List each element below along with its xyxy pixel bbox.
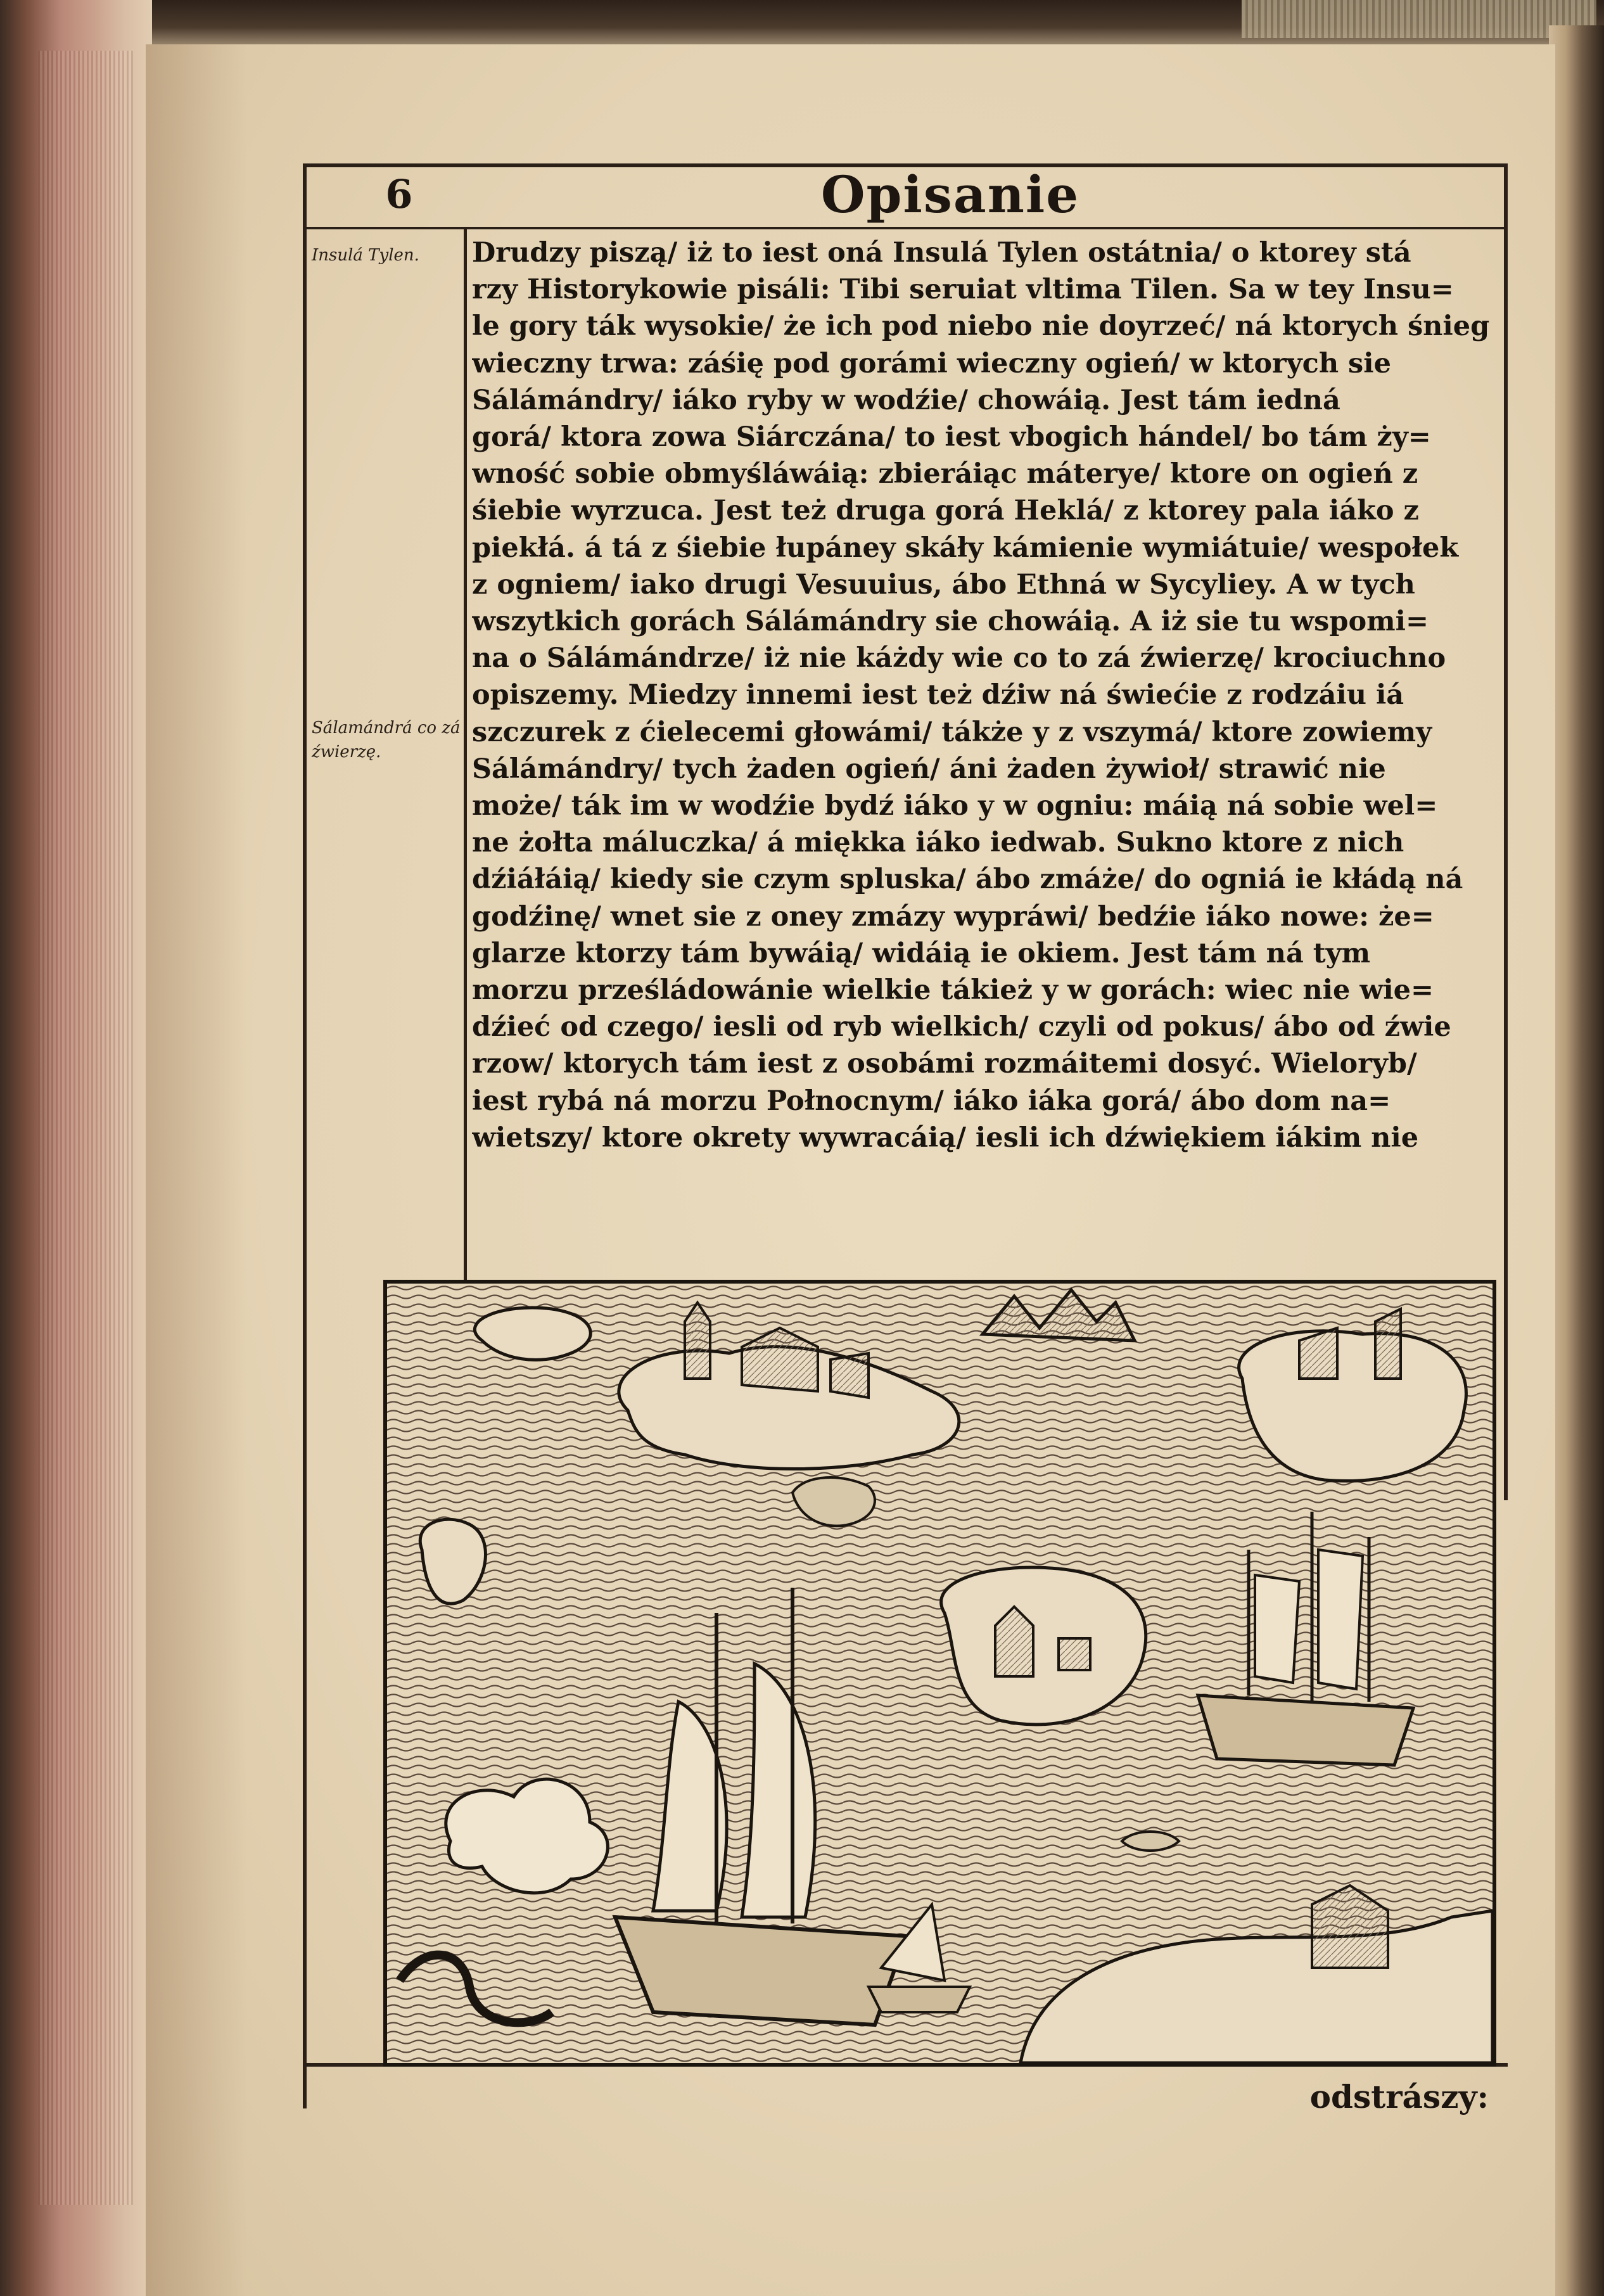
text-line: wieczny trwa: záśię pod gorámi wieczny ogień/ w ktorych sie bbox=[472, 347, 1391, 379]
text-line: Sálámándry/ tych żaden ogień/ áni żaden żywioł/ strawić nie bbox=[472, 753, 1386, 785]
marginal-note-insula-tylen: Insulá Tylen. bbox=[312, 246, 419, 265]
text-line: może/ ták im w wodźie bydź iáko y w ogniu: máią ná sobie wel= bbox=[472, 790, 1438, 822]
text-line: rzy Historykowie pisáli: Tibi seruiat vltima Tilen. Sa w tey Insu= bbox=[472, 274, 1454, 306]
text-line: piekłá. á tá z śiebie łupáney skáły kámienie wymiátuie/ wespołek bbox=[472, 532, 1459, 564]
text-line: wszytkich gorách Sálámándry sie chowáią. A iż sie tu wspomi= bbox=[472, 606, 1429, 638]
galleon-hull bbox=[615, 1917, 907, 2025]
ship-east-hull bbox=[1198, 1695, 1413, 1765]
header-rule bbox=[303, 227, 1508, 229]
text-line: rzow/ ktorych tám iest z osobámi rozmáitemi dosyć. Wieloryb/ bbox=[472, 1048, 1417, 1080]
text-line: iest rybá ná morzu Połnocnym/ iáko iáka gorá/ ábo dom na= bbox=[472, 1085, 1391, 1117]
body-text bbox=[472, 234, 1492, 1156]
ribbon-bookmark bbox=[1242, 0, 1596, 38]
text-line: ne żołta máluczka/ á miękka iáko iedwab. Sukno ktore z nich bbox=[472, 827, 1404, 859]
book-page-edges-right bbox=[1549, 25, 1604, 2296]
text-line: z ogniem/ iako drugi Vesuuius, ábo Ethná w Sycyliey. A w tych bbox=[472, 568, 1415, 601]
island-center bbox=[941, 1567, 1146, 1725]
catchword: odstrászy: bbox=[1309, 2078, 1489, 2115]
text-line: glarze ktorzy tám bywáią/ widáią ie okiem. Jest tám ná tym bbox=[472, 937, 1371, 969]
text-line: dźiáłáią/ kiedy sie czym spluska/ ábo zmáże/ do ogniá ie kłádą ná bbox=[472, 864, 1463, 896]
text-line: le gory ták wysokie/ że ich pod niebo nie doyrzeć/ ná ktorych śnieg bbox=[472, 310, 1490, 343]
page-gutter-shadow bbox=[146, 44, 247, 2296]
page-number: 6 bbox=[385, 171, 413, 217]
running-head: Opisanie bbox=[820, 165, 1080, 224]
text-line: Sálámándry/ iáko ryby w wodźie/ chowáią. Jest tám iedná bbox=[472, 384, 1340, 416]
page-edge-texture bbox=[38, 51, 133, 2205]
text-line: na o Sálámándrze/ iż nie káżdy wie co to zá źwierzę/ krociuchno bbox=[472, 642, 1446, 675]
text-line: Drudzy piszą/ iż to iest oná Insulá Tylen ostátnia/ o ktorey stá bbox=[472, 237, 1411, 269]
text-line: wność sobie obmyśláwáią: zbieráiąc máterye/ ktore on ogień z bbox=[472, 458, 1418, 490]
text-line: szczurek z ćielecemi głowámi/ tákże y z vszymá/ ktore zowiemy bbox=[472, 716, 1432, 748]
text-line: dźieć od czego/ iesli od ryb wielkich/ czyli od pokus/ ábo od źwie bbox=[472, 1011, 1451, 1043]
text-line: gorá/ ktora zowa Siárczána/ to iest vbogich hándel/ bo tám ży= bbox=[472, 421, 1431, 454]
marginal-note-salamandra: Sálamándrá co zá źwierzę. bbox=[312, 718, 461, 762]
text-line: morzu prześládowánie wielkie tákież y w gorách: wiec nie wie= bbox=[472, 974, 1434, 1007]
woodcut-seascape bbox=[387, 1284, 1493, 2063]
woodcut-illustration bbox=[383, 1280, 1496, 2067]
margin-column-rule bbox=[464, 227, 467, 1284]
fish bbox=[1122, 1832, 1179, 1851]
text-line: wietszy/ ktore okrety wywracáią/ iesli ich dźwiękiem iákim nie bbox=[472, 1121, 1419, 1154]
frame-rule-left bbox=[303, 163, 307, 2108]
text-line: godźinę/ wnet sie z oney zmázy wypráwi/ bedźie iáko nowe: że= bbox=[472, 900, 1434, 933]
frame-rule-right bbox=[1504, 163, 1508, 1500]
text-line: opiszemy. Miedzy innemi iest też dźiw ná świećie z rodzáiu iá bbox=[472, 679, 1404, 711]
text-line: śiebie wyrzuca. Jest też druga gorá Heklá/ z ktorey pala iáko z bbox=[472, 495, 1419, 527]
